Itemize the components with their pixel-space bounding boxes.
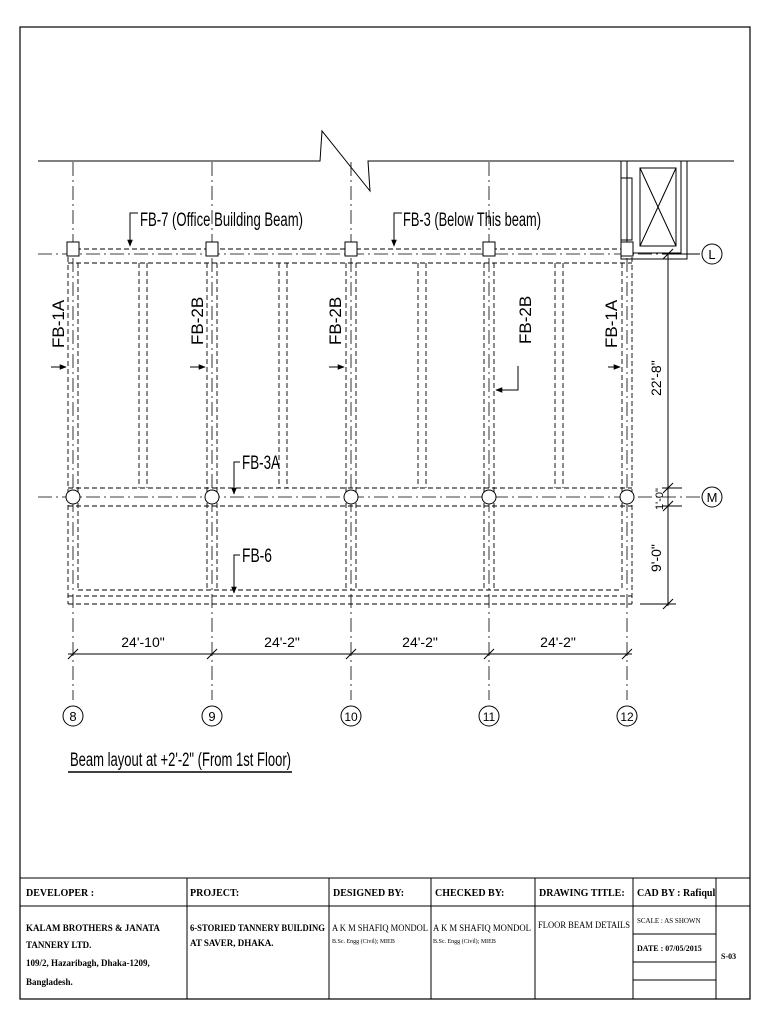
tb-developer-head: DEVELOPER : [26,888,95,899]
tb-scale: SCALE : AS SHOWN [637,917,701,925]
col-bubble-12: 12 [620,710,634,724]
label-fb1a-left: FB-1A [49,299,68,348]
row-bubble-l: L [708,247,716,262]
label-fb2b-col9: FB-2B [188,296,207,345]
row-bubble-m: M [706,490,718,505]
tb-checked-head: CHECKED BY: [435,888,505,899]
label-fb3: FB-3 (Below This beam) [403,210,541,231]
col-bubble-9: 9 [208,709,216,724]
tb-designed-qual: B.Sc. Engg (Civil); MIEB [332,939,395,945]
tb-designed-name: A K M SHAFIQ MONDOL [332,923,428,933]
label-fb2b-col11: FB-2B [516,295,535,344]
horizontal-dimension [68,649,632,659]
tb-project-line1: 6-STORIED TANNERY BUILDING [190,923,325,933]
tb-drawing-title: FLOOR BEAM DETAILS [538,920,630,930]
dim-span-11-12: 24'-2" [540,634,576,650]
tb-developer-line4: Bangladesh. [26,977,73,987]
label-leaders [51,213,620,593]
tb-developer-line3: 109/2, Hazaribagh, Dhaka-1209, [26,958,150,968]
tb-checked-qual: B.Sc. Engg (Civil); MIEB [433,939,496,945]
dim-vertical-bottom: 9'-0" [648,544,664,572]
col-bubble-10: 10 [344,710,358,724]
tb-designed-head: DESIGNED BY: [333,888,405,899]
tb-project-head: PROJECT: [190,888,240,899]
tb-drawing-head: DRAWING TITLE: [539,888,625,899]
label-fb7: FB-7 (Office Building Beam) [140,210,303,231]
dim-span-9-10: 24'-2" [264,634,300,650]
tb-date: DATE : 07/05/2015 [637,944,702,953]
tb-developer-line1: KALAM BROTHERS & JANATA [26,923,160,933]
grid-lines [38,162,702,700]
label-fb6: FB-6 [242,546,272,567]
drawing-layout-title: Beam layout at +2'-2" (From 1st Floor) [70,750,291,771]
tb-developer-line2: TANNERY LTD. [26,940,92,950]
tb-project-line2: AT SAVER, DHAKA. [190,938,274,948]
dim-span-10-11: 24'-2" [402,634,438,650]
col-bubble-8: 8 [69,709,77,724]
label-fb2b-col10: FB-2B [326,296,345,345]
tb-checked-name: A K M SHAFIQ MONDOL [433,923,531,933]
dim-vertical-top: 22'-8" [648,360,664,396]
grid-bubbles-rows [702,244,722,507]
tb-sheet-number: S-03 [721,952,737,961]
label-fb1a-right: FB-1A [602,299,621,348]
label-fb3a: FB-3A [242,453,281,474]
tb-cad-by: CAD BY : Rafiqul [637,888,716,899]
dim-span-8-9: 24'-10" [121,634,165,650]
dim-vertical-mid: 1'-0" [654,488,666,510]
beam-outlines [68,249,632,604]
col-bubble-11: 11 [482,710,496,724]
